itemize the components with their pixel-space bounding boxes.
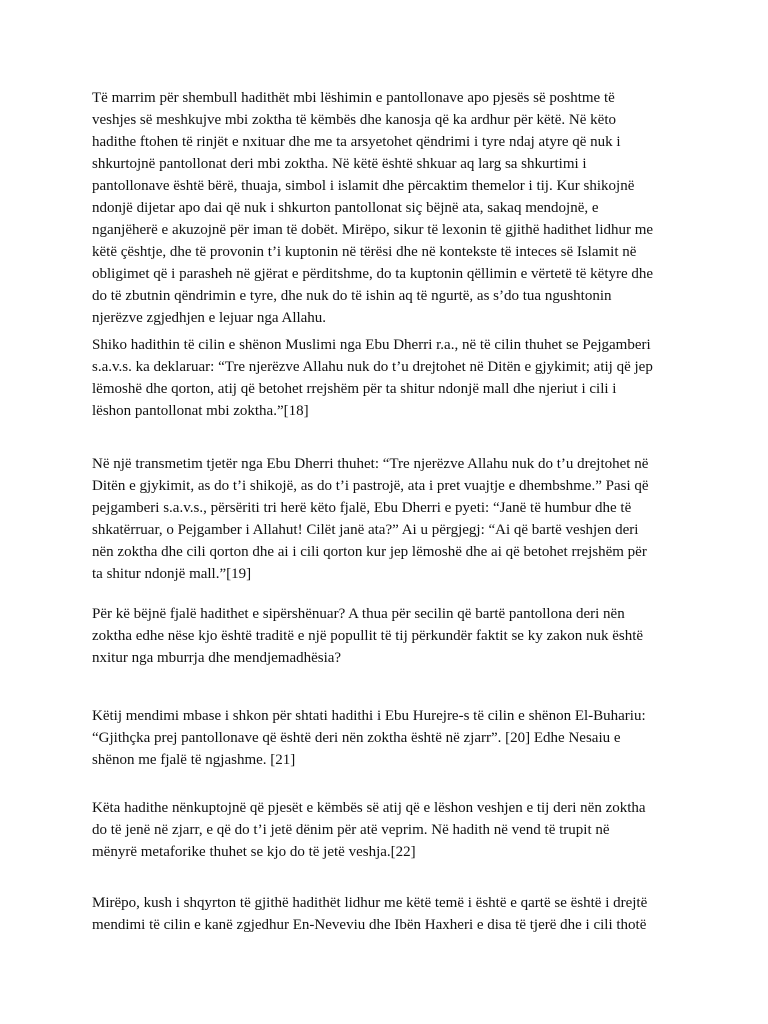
paragraph-6 bbox=[92, 797, 682, 863]
text-line: Të marrim për shembull hadithët mbi lëshimin e pantollonave apo pjesës së poshtme të bbox=[92, 90, 615, 106]
text-line: Këta hadithe nënkuptojnë që pjesët e këmbës së atij që e lëshon veshjen e tij deri nën zoktha bbox=[92, 800, 646, 816]
text-line: Në një transmetim tjetër nga Ebu Dherri thuhet: “Tre njerëzve Allahu nuk do t’u drejtohet në bbox=[92, 456, 649, 472]
paragraph-5 bbox=[92, 705, 682, 771]
text-line: pejgamberi s.a.v.s., përsëriti tri herë këto fjalë, Ebu Dherri e pyeti: “Janë të humbur dhe të bbox=[92, 500, 632, 516]
text-line: pantollonave është bërë, thuaja, simbol i islamit dhe përcaktim themelor i tij. Kur shikojnë bbox=[92, 178, 635, 194]
text-line: mendimi të cilin e kanë zgjedhur En-Neveviu dhe Ibën Haxheri e disa të tjerë dhe i cili thotë bbox=[92, 917, 647, 933]
paragraph-4 bbox=[92, 603, 682, 669]
text-line: “Gjithçka prej pantollonave që është deri nën zoktha është në zjarr”. [20] Edhe Nesaiu e bbox=[92, 730, 621, 746]
text-line: Shiko hadithin të cilin e shënon Muslimi nga Ebu Dherri r.a., në të cilin thuhet se Pejgamberi bbox=[92, 337, 651, 353]
paragraph-7 bbox=[92, 892, 682, 936]
text-line: zoktha edhe nëse kjo është traditë e një popullit të tij përkundër faktit se ky zakon nuk është bbox=[92, 628, 644, 644]
text-line: ndonjë dijetar apo dai që nuk i shkurton pantollonat siç bëjnë ata, sakaq mendojnë, e bbox=[92, 200, 599, 216]
text-line: Për kë bëjnë fjalë hadithet e sipërshënuar? A thua për secilin që bartë pantollona deri nën bbox=[92, 606, 625, 622]
text-line: shënon me fjalë të ngjashme. [21] bbox=[92, 752, 296, 768]
text-line: mënyrë metaforike thuhet se kjo do të jetë veshja.[22] bbox=[92, 844, 416, 860]
text-line: shkatërruar, o Pejgamber i Allahut! Cilët janë ata?” Ai u përgjegj: “Ai që bartë veshjen deri bbox=[92, 522, 639, 538]
text-line: s.a.v.s. ka deklaruar: “Tre njerëzve Allahu nuk do t’u drejtohet në Ditën e gjykimit; atij që jep bbox=[92, 359, 653, 375]
text-line: këtë çështje, dhe të provonin t’i kuptonin në tërësi dhe në kontekste të inteces së Islamit në bbox=[92, 244, 637, 260]
text-line: nganjëherë e akuzojnë për iman të dobët. Mirëpo, sikur të lexonin të gjithë hadithet lidhur me bbox=[92, 222, 654, 238]
text-line: Ditën e gjykimit, as do t’i shikojë, as do t’i pastrojë, ata i pret vuajtje e dhembshme.” Pasi që bbox=[92, 478, 649, 494]
text-line: obligimet që i parasheh në gjërat e përditshme, do ta kuptonin qëllimin e vërtetë të këtyre dhe bbox=[92, 266, 654, 282]
text-line: veshjes së meshkujve mbi zoktha të këmbës dhe kanosja që ka ardhur për këtë. Në këto bbox=[92, 112, 616, 128]
text-line: nxitur nga mburrja dhe mendjemadhësia? bbox=[92, 650, 342, 666]
text-line: lëmoshë dhe qorton, atij që betohet rrejshëm për ta shitur ndonjë mall dhe njeriut i cili i bbox=[92, 381, 617, 397]
paragraph-2 bbox=[92, 334, 682, 422]
text-line: hadithe ftohen të rinjët e nxituar dhe me ta arsyetohet qëndrimi i tyre ndaj atyre që nuk i bbox=[92, 134, 621, 150]
text-line: nën zoktha dhe cili qorton dhe ai i cili qorton kur jep lëmoshë dhe ai që betohet rrejshëm për bbox=[92, 544, 647, 560]
text-line: lëshon pantollonat mbi zoktha.”[18] bbox=[92, 403, 309, 419]
text-line: ta shitur ndonjë mall.”[19] bbox=[92, 566, 252, 582]
text-line: Këtij mendimi mbase i shkon për shtati hadithi i Ebu Hurejre-s të cilin e shënon El-Buhariu: bbox=[92, 708, 646, 724]
text-line: Mirëpo, kush i shqyrton të gjithë hadithët lidhur me këtë temë i është e qartë se është i drejtë bbox=[92, 895, 648, 911]
text-line: do të zbutnin qëndrimin e tyre, dhe nuk do të ishin aq të ngurtë, as s’do tua ngushtonin bbox=[92, 288, 612, 304]
paragraph-1 bbox=[92, 87, 682, 329]
text-line: njerëzve zgjedhjen e lejuar nga Allahu. bbox=[92, 310, 327, 326]
paragraph-3 bbox=[92, 453, 682, 585]
text-line: do të jenë në zjarr, e që do t’i jetë dënim për atë veprim. Në hadith në vend të trupit në bbox=[92, 822, 610, 838]
text-line: shkurtojnë pantollonat deri mbi zoktha. Në këtë është shkuar aq larg sa shkurtimi i bbox=[92, 156, 587, 172]
